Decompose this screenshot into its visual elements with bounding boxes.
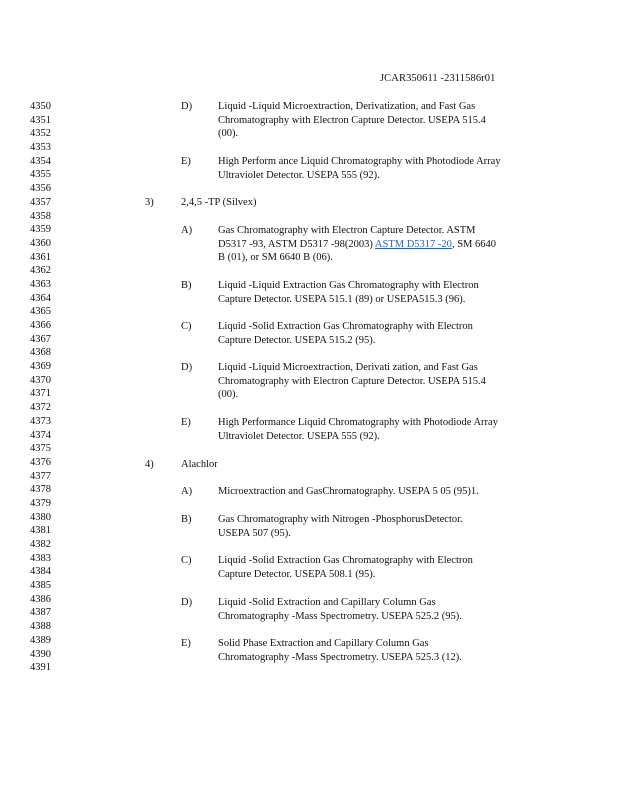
line-number: 4355 — [30, 169, 51, 181]
line-number: 4372 — [30, 402, 51, 414]
document-header: JCAR350611 -2311586r01 — [380, 73, 496, 84]
line-number: 4368 — [30, 347, 51, 359]
line-number: 4382 — [30, 539, 51, 550]
item-marker: E) — [181, 417, 191, 428]
item-text — [218, 416, 498, 443]
line-number: 4380 — [30, 511, 51, 523]
line-number: 4387 — [30, 607, 51, 619]
line-number: 4391 — [30, 662, 51, 674]
line-number: 4369 — [30, 361, 51, 373]
item-line: Liquid -Liquid Microextraction, Derivatization, and Fast Gas — [218, 101, 476, 112]
line-number: 4356 — [30, 183, 51, 195]
section-marker: 3) — [145, 197, 154, 208]
item-text — [218, 554, 473, 581]
item-marker: B) — [181, 514, 192, 525]
item-line: Chromatography -Mass Spectrometry. USEPA 525.3 (12). — [218, 651, 462, 663]
line-number: 4362 — [30, 265, 51, 277]
item-marker: D) — [181, 101, 193, 112]
item-line — [218, 238, 496, 252]
item-text — [218, 637, 462, 664]
line-number: 4360 — [30, 237, 51, 249]
line-number: 4375 — [30, 443, 51, 455]
line-number: 4377 — [30, 470, 51, 482]
item-text — [218, 100, 486, 141]
item-text — [218, 485, 479, 499]
line-number: 4371 — [30, 388, 51, 400]
item-line: High Performance Liquid Chromatography with Photodiode Array — [218, 417, 498, 428]
line-number: 4353 — [30, 142, 51, 154]
line-number: 4389 — [30, 634, 51, 646]
line-number: 4365 — [30, 306, 51, 318]
line-number: 4359 — [30, 224, 51, 236]
item-text — [218, 513, 463, 540]
line-number: 4366 — [30, 320, 51, 331]
line-number: 4386 — [30, 593, 51, 605]
item-marker: C) — [181, 321, 192, 332]
item-text — [218, 155, 501, 182]
item-line: Chromatography with Electron Capture Detector. USEPA 515.4 — [218, 114, 486, 126]
line-number: 4363 — [30, 278, 51, 290]
item-line: High Perform ance Liquid Chromatography with Photodiode Array — [218, 156, 501, 167]
line-number: 4361 — [30, 251, 51, 263]
line-number: 4388 — [30, 621, 51, 633]
item-marker: E) — [181, 638, 191, 649]
item-line: Capture Detector. USEPA 508.1 (95). — [218, 568, 376, 580]
item-marker: D) — [181, 597, 193, 608]
item-line: Ultraviolet Detector. USEPA 555 (92). — [218, 169, 380, 181]
line-number: 4385 — [30, 580, 51, 592]
item-line: (00). — [218, 389, 239, 401]
line-number: 4352 — [30, 128, 51, 140]
line-number: 4376 — [30, 456, 51, 468]
line-number: 4367 — [30, 333, 51, 345]
item-line: (00). — [218, 128, 239, 140]
item-marker: D) — [181, 362, 193, 373]
line-number: 4379 — [30, 497, 51, 509]
item-marker: E) — [181, 156, 191, 167]
item-text — [218, 279, 479, 306]
item-marker: A) — [181, 486, 193, 497]
item-line: Chromatography -Mass Spectrometry. USEPA 525.2 (95). — [218, 610, 462, 622]
line-number: 4364 — [30, 292, 51, 304]
item-line: Chromatography with Electron Capture Detector. USEPA 515.4 — [218, 375, 486, 387]
line-number: 4358 — [30, 210, 51, 222]
line-number: 4351 — [30, 114, 51, 126]
section-marker: 4) — [145, 459, 154, 470]
line-number: 4381 — [30, 525, 51, 537]
item-line: B (01), or SM 6640 B (06). — [218, 252, 333, 264]
item-text — [218, 596, 462, 623]
item-line: USEPA 507 (95). — [218, 527, 291, 539]
item-text — [218, 361, 486, 402]
item-line: Liquid -Solid Extraction Gas Chromatography with Electron — [218, 321, 473, 332]
item-line: Ultraviolet Detector. USEPA 555 (92). — [218, 430, 380, 442]
line-number: 4374 — [30, 429, 51, 441]
item-line: Liquid -Solid Extraction and Capillary Column Gas — [218, 597, 436, 608]
line-number: 4350 — [30, 101, 51, 112]
item-line: Liquid -Solid Extraction Gas Chromatography with Electron — [218, 555, 473, 566]
line-number: 4383 — [30, 552, 51, 564]
item-line-text: D5317 -93, ASTM D5317 -98(2003) — [218, 238, 373, 250]
item-line: Capture Detector. USEPA 515.2 (95). — [218, 334, 376, 346]
item-text — [218, 320, 473, 347]
line-number: 4384 — [30, 566, 51, 578]
section-title: 2,4,5 -TP (Silvex) — [181, 197, 257, 208]
item-line: Liquid -Liquid Extraction Gas Chromatography with Electron — [218, 280, 479, 291]
item-line-text: , SM 6640 — [451, 238, 496, 250]
item-marker: B) — [181, 280, 192, 291]
item-line: Solid Phase Extraction and Capillary Column Gas — [218, 638, 429, 649]
item-marker: A) — [181, 225, 193, 236]
item-line: Gas Chromatography with Electron Capture Detector. ASTM — [218, 225, 476, 236]
line-number: 4357 — [30, 196, 51, 208]
line-number-column — [30, 100, 70, 675]
line-number: 4378 — [30, 484, 51, 496]
item-line: Liquid -Liquid Microextraction, Derivati zation, and Fast Gas — [218, 362, 478, 373]
line-number: 4373 — [30, 415, 51, 427]
astm-d5317-20-link[interactable]: ASTM D5317 -20 — [374, 238, 452, 250]
line-number: 4390 — [30, 648, 51, 660]
item-marker: C) — [181, 555, 192, 566]
item-line: Capture Detector. USEPA 515.1 (89) or USEPA515.3 (96). — [218, 293, 466, 305]
line-number: 4354 — [30, 155, 51, 167]
line-number: 4370 — [30, 374, 51, 386]
item-line: Microextraction and GasChromatography. USEPA 5 05 (95)1. — [218, 486, 479, 497]
item-text — [218, 224, 496, 265]
section-title: Alachlor — [181, 459, 218, 470]
item-line: Gas Chromatography with Nitrogen -PhosphorusDetector. — [218, 514, 463, 525]
